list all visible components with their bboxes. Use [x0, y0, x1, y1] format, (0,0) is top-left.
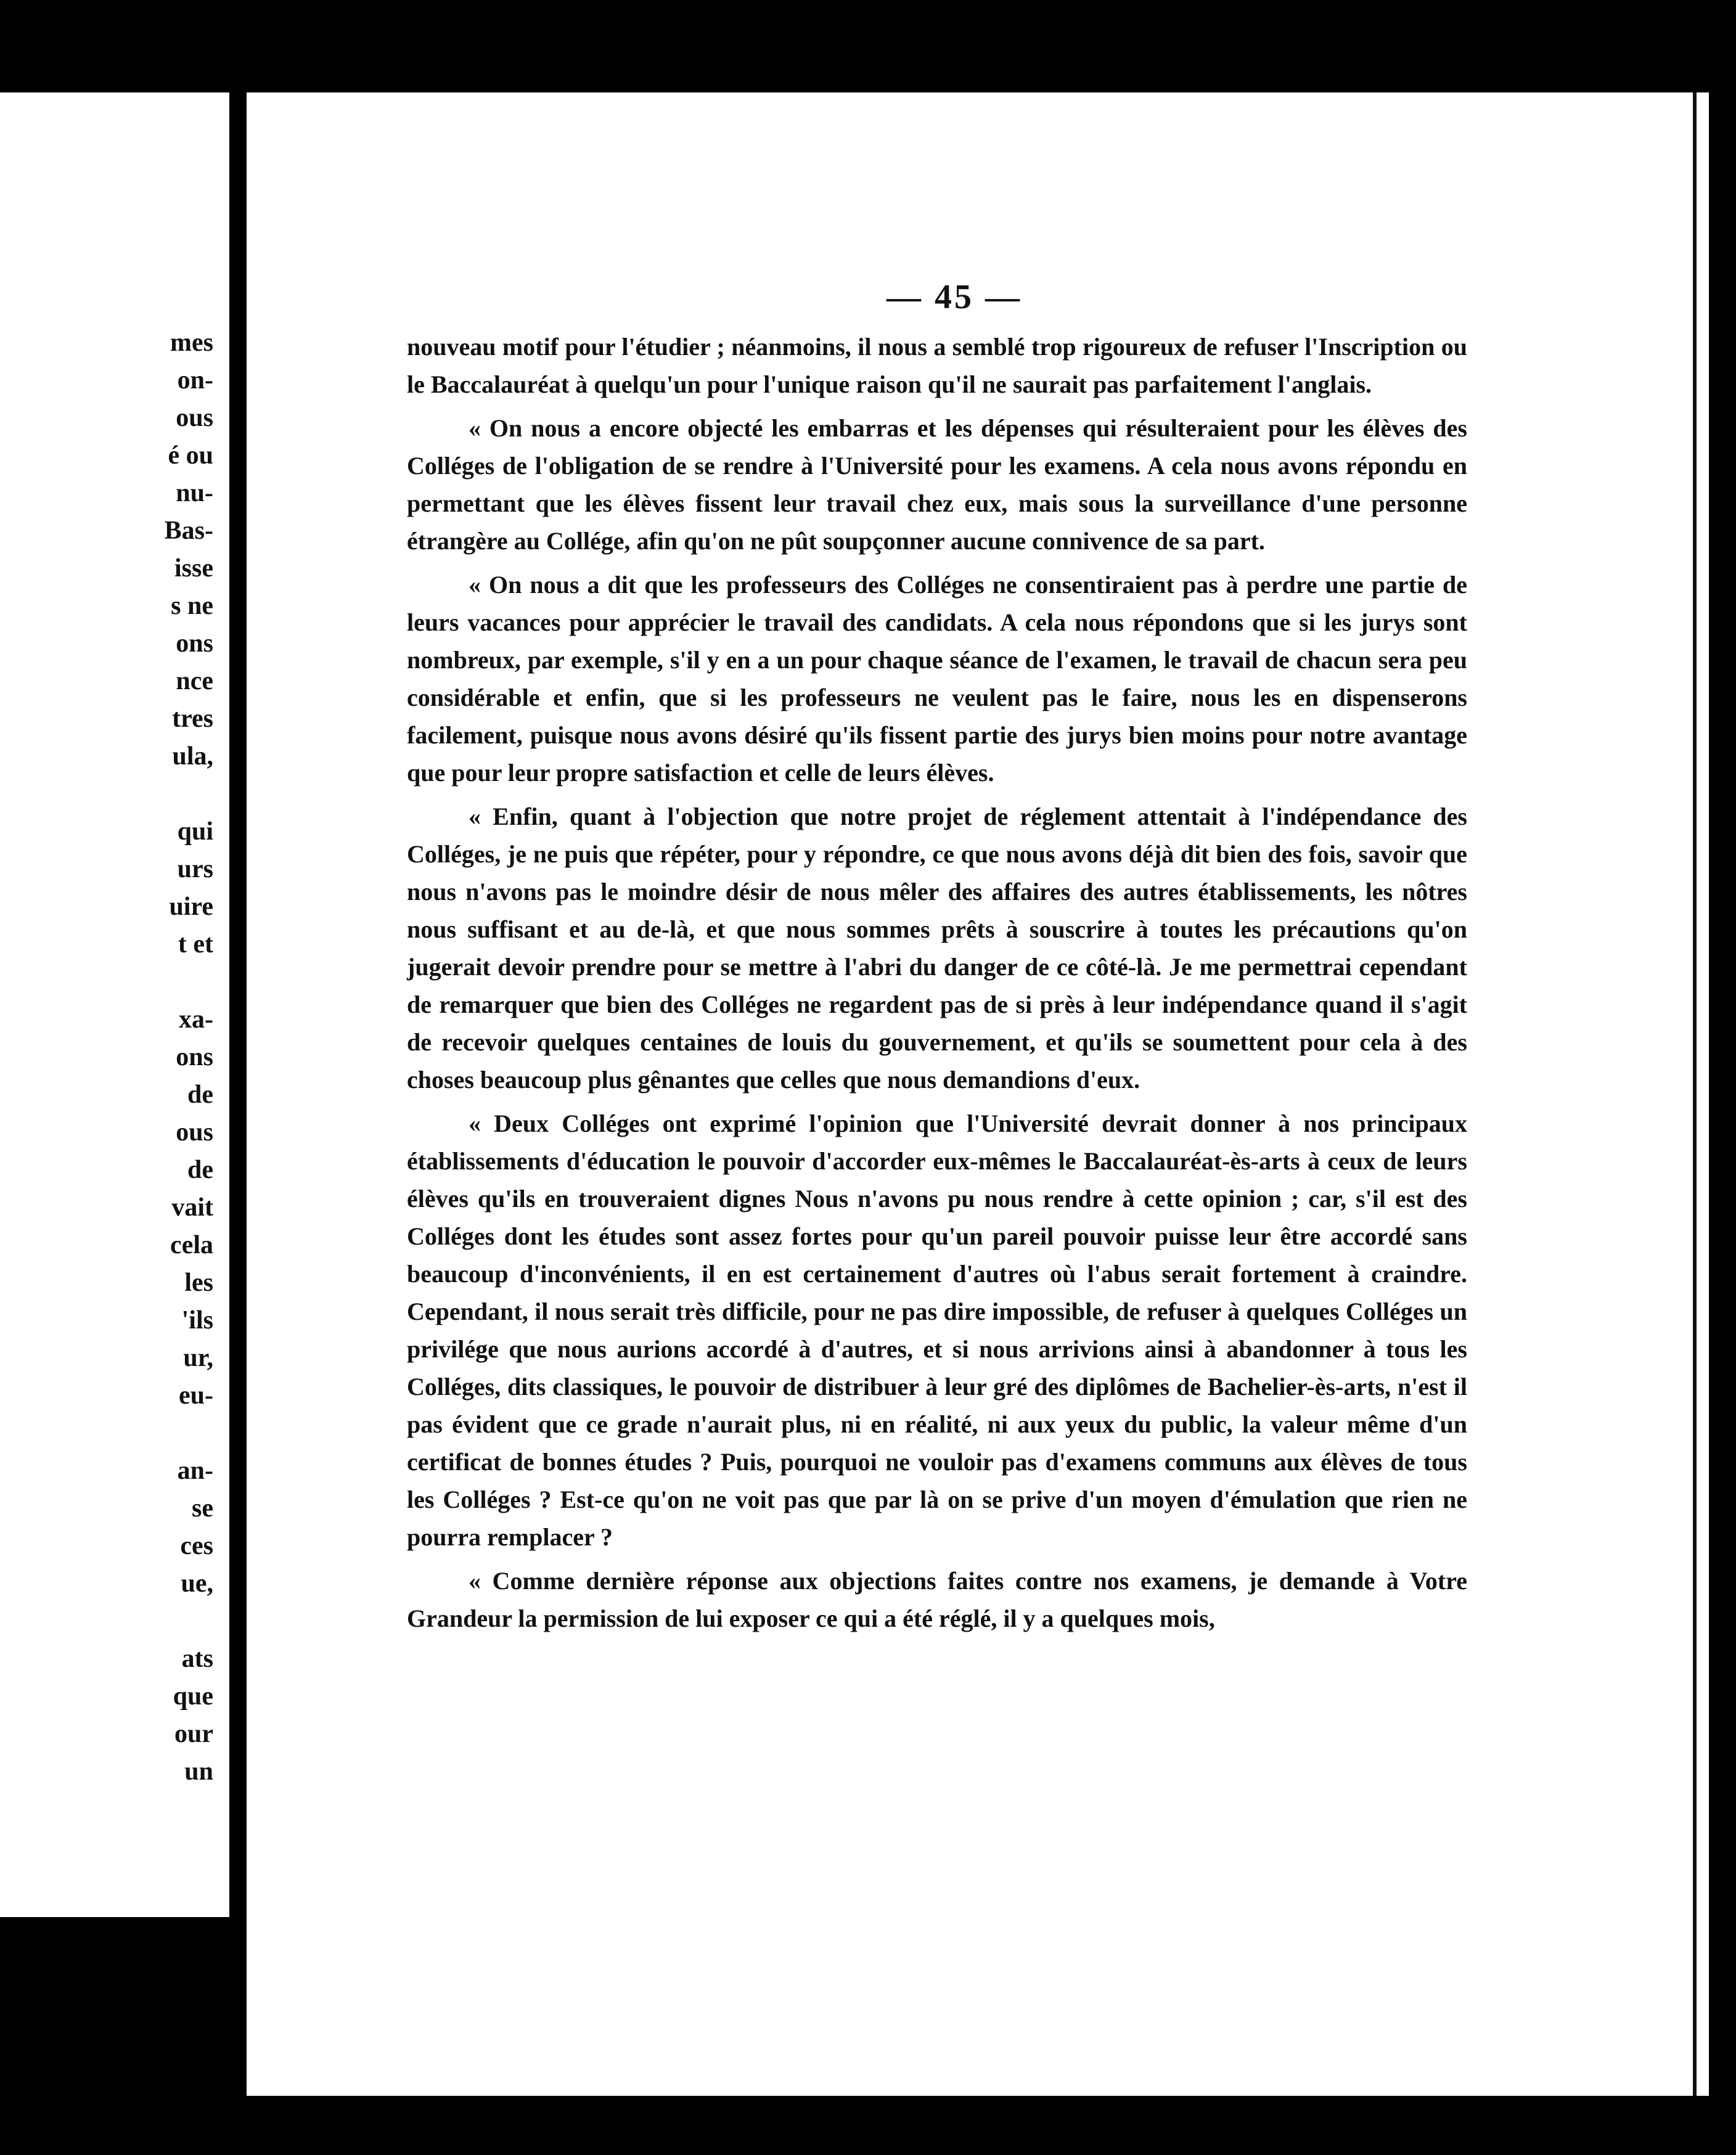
- left-page-line-fragment: é ou: [168, 441, 213, 470]
- left-page-line-fragment: un: [184, 1757, 213, 1786]
- left-page-line-fragment: xa-: [179, 1005, 213, 1034]
- left-page-line-fragment: 'ils: [181, 1306, 213, 1335]
- paragraph-4: « Enfin, quant à l'objection que notre projet de réglement attentait à l'indépendance des Colléges, je ne puis que répéter, pour y répondre, ce que nous avons déjà dit bien des fois, savoir que nous n'avons pas le moindre désir de nous mêler des affaires des autres établissements, les nôtres nous suffisant et au de-là, et que nous sommes prêts à souscrire à toutes les précautions qu'on jugerait devoir prendre pour se mettre à l'abri du danger de ce côté-là. Je me permettrai cependant de remarquer que bien des Colléges ne regardent pas de si près à leur indépendance quand il s'agit de recevoir quelques centaines de louis du gouvernement, et qu'ils se soumettent pour cela à des choses beaucoup plus gênantes que celles que nous demandions d'eux.: [407, 803, 1467, 1094]
- left-page-line-fragment: ons: [176, 1043, 213, 1071]
- page-number: — 45 —: [886, 278, 1022, 316]
- left-page-line-fragment: nce: [176, 667, 213, 695]
- left-page-line-fragment: ats: [181, 1645, 213, 1673]
- book-gutter: [229, 92, 247, 1966]
- left-page-line-fragment: qui: [177, 817, 213, 846]
- left-page-line-fragment: se: [192, 1494, 213, 1523]
- left-page-line-fragment: ous: [176, 404, 213, 432]
- left-page-line-fragment: ur,: [183, 1344, 213, 1372]
- left-page-line-fragment: vait: [171, 1193, 213, 1222]
- page-edge-line: [1693, 92, 1697, 2096]
- left-page-line-fragment: mes: [170, 329, 213, 357]
- paragraph-5: « Deux Colléges ont exprimé l'opinion que l'Université devrait donner à nos principaux établissements d'éducation le pouvoir d'accorder eux-mêmes le Baccalauréat-ès-arts à ceux de leurs élèves qu'ils en trouveraient dignes Nous n'avons pu nous rendre à cette opinion ; car, s'il est des Colléges dont les études sont assez fortes pour qu'un pareil pouvoir puisse leur être accordé sans beaucoup d'inconvénients, il en est certainement d'autres où l'abus serait fortement à craindre. Cependant, il nous serait très difficile, pour ne pas dire impossible, de refuser à quelques Colléges un privilége que nous aurions accordé à d'autres, et si nous arrivions ainsi à abandonner à tous les Colléges, dits classiques, le pouvoir de distribuer à leur gré des diplômes de Bachelier-ès-arts, n'est il pas évident que ce grade n'aurait plus, ni en réalité, ni aux yeux du public, la valeur même d'un certificat de bonnes études ? Puis, pourquoi ne vouloir pas d'examens communs aux élèves de tous les Colléges ? Est-ce qu'on ne voit pas que par là on se prive d'un moyen d'émulation que rien ne pourra remplacer ?: [407, 1110, 1467, 1551]
- left-page-line-fragment: on-: [177, 366, 213, 395]
- left-page-line-fragment: de: [187, 1156, 213, 1184]
- left-facing-page: [0, 92, 229, 1917]
- left-page-line-fragment: our: [174, 1720, 213, 1748]
- left-page-line-fragment: que: [173, 1682, 213, 1711]
- left-page-line-fragment: eu-: [179, 1381, 213, 1410]
- left-page-line-fragment: ces: [180, 1532, 213, 1560]
- left-page-line-fragment: de: [187, 1081, 213, 1109]
- paragraph-1: nouveau motif pour l'étudier ; néanmoins, il nous a semblé trop rigoureux de refuser l'Inscription ou le Baccalauréat à quelqu'un pour l'unique raison qu'il ne saurait pas parfaitement l'anglais.: [407, 333, 1467, 398]
- left-page-line-fragment: ue,: [181, 1569, 213, 1598]
- left-page-line-fragment: s ne: [171, 592, 213, 620]
- left-page-line-fragment: tres: [172, 705, 213, 733]
- right-page: [247, 92, 1709, 2096]
- left-page-line-fragment: isse: [174, 554, 213, 583]
- left-page-line-fragment: t et: [178, 930, 213, 959]
- left-page-line-fragment: ous: [176, 1118, 213, 1147]
- left-page-line-fragment: Bas-: [164, 517, 213, 545]
- paragraph-6: « Comme dernière réponse aux objections faites contre nos examens, je demande à Votre Grandeur la permission de lui exposer ce qui a été réglé, il y a quelques mois,: [407, 1567, 1467, 1632]
- paragraph-2: « On nous a encore objecté les embarras et les dépenses qui résulteraient pour les élèves des Colléges de l'obligation de se rendre à l'Université pour les examens. A cela nous avons répondu en permettant que les élèves fissent leur travail chez eux, mais sous la surveillance d'une personne étrangère au Collége, afin qu'on ne pût soupçonner aucune connivence de sa part.: [407, 414, 1467, 555]
- paragraph-3: « On nous a dit que les professeurs des Colléges ne consentiraient pas à perdre une partie de leurs vacances pour apprécier le travail des candidats. A cela nous répondons que si les jurys sont nombreux, par exemple, s'il y en a un pour chaque séance de l'examen, le travail de chacun sera peu considérable et enfin, que si les professeurs ne veulent pas le faire, nous les en dispenserons facilement, puisque nous avons désiré qu'ils fissent partie des jurys bien moins pour notre avantage que pour leur propre satisfaction et celle de leurs élèves.: [407, 571, 1467, 787]
- body-text: [407, 328, 1467, 1643]
- left-page-line-fragment: uire: [169, 893, 213, 921]
- left-page-line-fragment: urs: [177, 855, 213, 883]
- left-page-line-fragment: nu-: [176, 479, 213, 507]
- left-page-line-fragment: les: [184, 1269, 213, 1297]
- left-page-line-fragment: ula,: [172, 742, 213, 771]
- left-page-line-fragment: cela: [170, 1231, 213, 1259]
- left-page-line-fragment: ons: [176, 629, 213, 658]
- left-page-line-fragment: an-: [177, 1457, 213, 1485]
